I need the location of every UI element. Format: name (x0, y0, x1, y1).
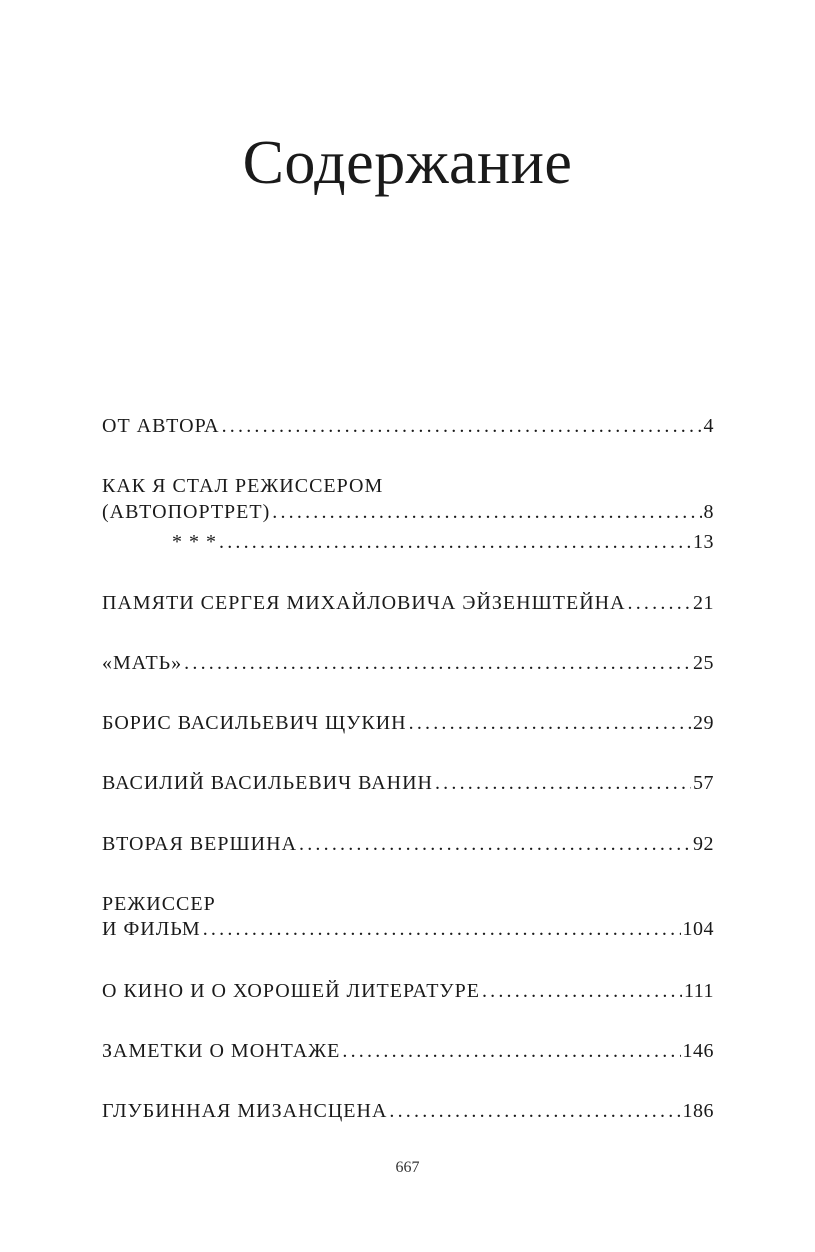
toc-entry[interactable] (102, 711, 714, 735)
toc-entry-heading: РЕЖИССЕР (102, 893, 216, 915)
page-title: Содержание (242, 129, 573, 197)
toc-page-number: 57 (693, 772, 714, 794)
toc-entry[interactable] (102, 1039, 714, 1063)
toc-page-number: 186 (682, 1100, 714, 1122)
toc-entry-title: «МАТЬ» (102, 652, 183, 674)
toc-entry-sub[interactable] (172, 530, 714, 554)
dot-leader (219, 530, 691, 554)
toc-page-number: 8 (703, 501, 714, 523)
toc-page-number: 21 (693, 592, 714, 614)
dot-leader (409, 711, 691, 735)
toc-page-number: 104 (682, 918, 714, 940)
dot-leader (342, 1039, 680, 1063)
dot-leader (184, 651, 691, 675)
toc-entry-title: * * * (172, 531, 217, 553)
page-number: 667 (395, 1159, 420, 1176)
toc-entry-title: БОРИС ВАСИЛЬЕВИЧ ЩУКИН (102, 712, 407, 734)
toc-entry-title: ГЛУБИННАЯ МИЗАНСЦЕНА (102, 1100, 388, 1122)
toc-page-number: 4 (703, 415, 714, 437)
dot-leader (628, 591, 691, 615)
toc-page-number: 146 (682, 1040, 714, 1062)
toc-entry[interactable] (102, 591, 714, 615)
toc-page-number: 111 (683, 980, 714, 1002)
toc-entry-title: ЗАМЕТКИ О МОНТАЖЕ (102, 1040, 341, 1062)
dot-leader (203, 917, 681, 941)
toc-entry[interactable] (102, 917, 714, 941)
toc-page-number: 92 (693, 833, 714, 855)
table-of-contents (102, 0, 714, 1252)
toc-entry[interactable] (102, 771, 714, 795)
toc-page-number: 25 (693, 652, 714, 674)
toc-page-number: 13 (693, 531, 714, 553)
toc-page-number: 29 (693, 712, 714, 734)
toc-entry[interactable] (102, 500, 714, 524)
dot-leader (299, 832, 691, 856)
dot-leader (435, 771, 691, 795)
toc-entry-title: И ФИЛЬМ (102, 918, 201, 940)
toc-entry-title: ОТ АВТОРА (102, 415, 220, 437)
toc-entry[interactable] (102, 1099, 714, 1123)
dot-leader (272, 500, 701, 524)
toc-entry[interactable] (102, 979, 714, 1003)
toc-entry-title: ПАМЯТИ СЕРГЕЯ МИХАЙЛОВИЧА ЭЙЗЕНШТЕЙНА (102, 592, 626, 614)
toc-entry-title: (АВТОПОРТРЕТ) (102, 501, 271, 523)
toc-entry[interactable] (102, 414, 714, 438)
toc-entry[interactable] (102, 651, 714, 675)
toc-entry-title: О КИНО И О ХОРОШЕЙ ЛИТЕРАТУРЕ (102, 980, 480, 1002)
dot-leader (389, 1099, 680, 1123)
toc-entry-heading: КАК Я СТАЛ РЕЖИССЕРОМ (102, 475, 384, 497)
dot-leader (482, 979, 682, 1003)
toc-entry[interactable] (102, 832, 714, 856)
toc-entry-title: ВАСИЛИЙ ВАСИЛЬЕВИЧ ВАНИН (102, 772, 433, 794)
toc-entry-title: ВТОРАЯ ВЕРШИНА (102, 833, 298, 855)
dot-leader (222, 414, 702, 438)
